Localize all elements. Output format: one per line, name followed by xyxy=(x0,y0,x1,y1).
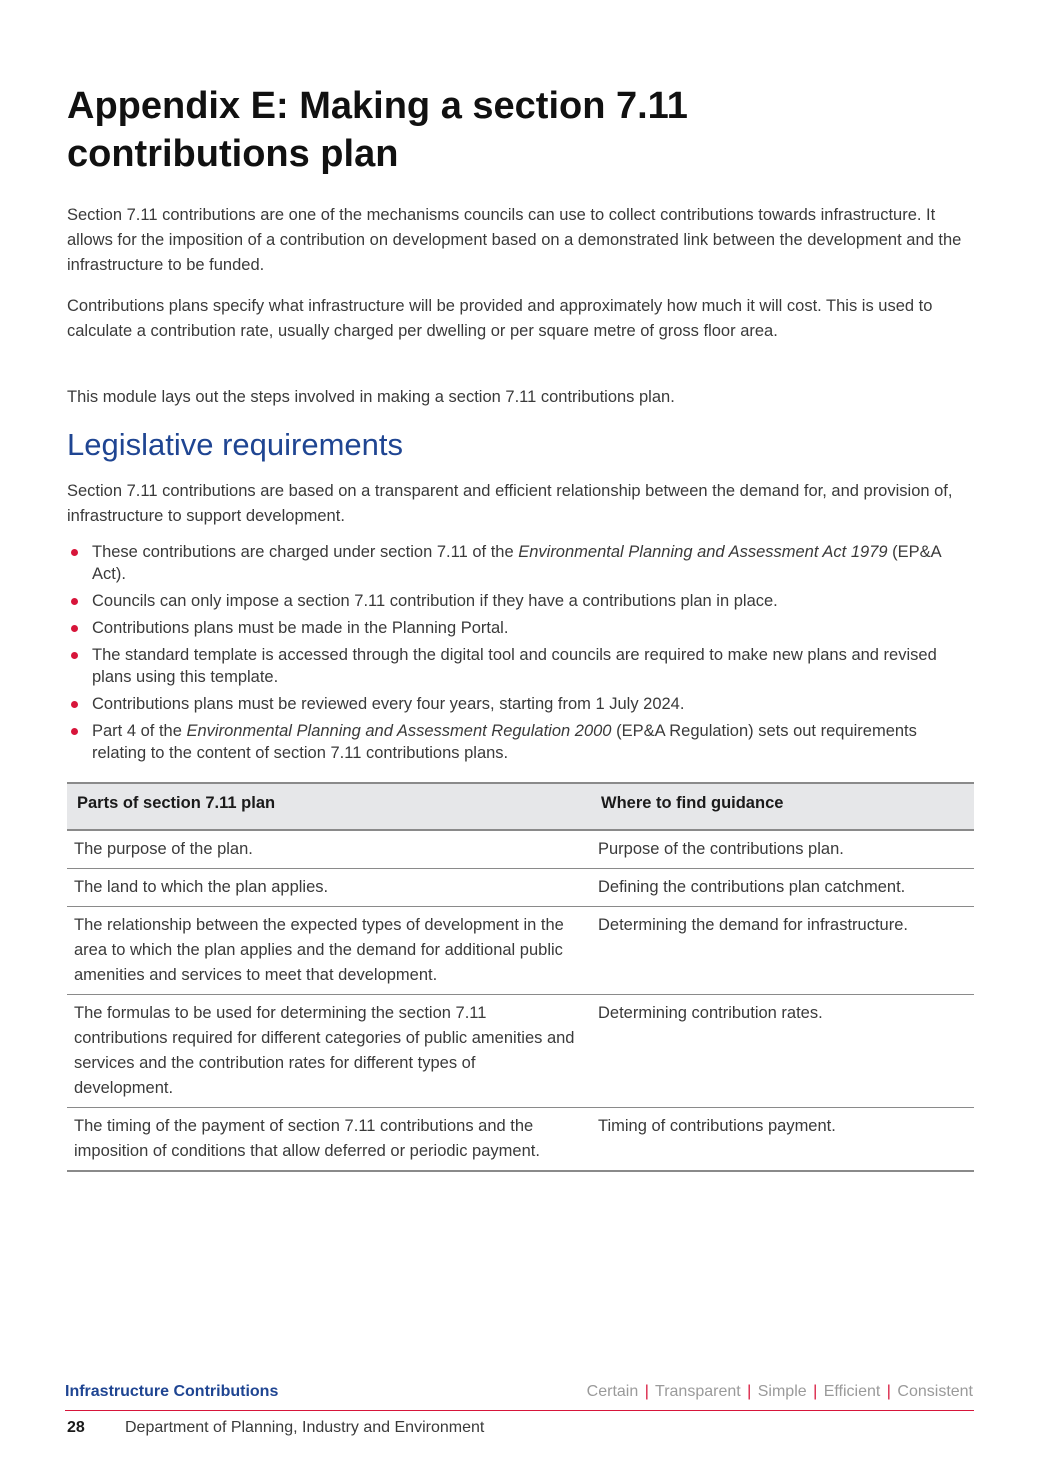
table-cell: The purpose of the plan. xyxy=(67,830,587,869)
value-label: Consistent xyxy=(897,1383,973,1400)
table-cell: Timing of contributions payment. xyxy=(587,1108,974,1172)
list-item: Contributions plans must be made in the Planning Portal. xyxy=(67,617,972,639)
page-title: Appendix E: Making a section 7.11 contributions plan xyxy=(67,85,688,175)
intro-paragraph-2: Contributions plans specify what infrastructure will be provided and approximately how much it will cost. This is used to calculate a contribution rate, usually charged per dwelling or per square metre of gross floor area. xyxy=(67,297,933,340)
table-cell: The land to which the plan applies. xyxy=(67,869,587,907)
bullet-dot-icon xyxy=(71,625,78,632)
bullet-dot-icon xyxy=(71,701,78,708)
table-row xyxy=(67,869,974,907)
value-label: Transparent xyxy=(655,1383,741,1400)
separator: | xyxy=(747,1383,752,1400)
table-row xyxy=(67,907,974,995)
requirements-list xyxy=(67,541,972,769)
table-cell: The formulas to be used for determining the section 7.11 contributions required for different categories of public amenities and services and the contribution rates for different types of development. xyxy=(67,995,587,1108)
list-item: These contributions are charged under section 7.11 of the Environmental Planning and Assessment Act 1979 (EP&A Act). xyxy=(67,541,972,585)
table-row xyxy=(67,830,974,869)
table-cell: Determining the demand for infrastructure. xyxy=(587,907,974,995)
separator: | xyxy=(813,1383,818,1400)
list-item: The standard template is accessed through the digital tool and councils are required to make new plans and revised plans using this template. xyxy=(67,644,972,688)
list-item: Contributions plans must be reviewed every four years, starting from 1 July 2024. xyxy=(67,693,972,715)
footer-brand: Infrastructure Contributions xyxy=(65,1383,279,1400)
list-item: Part 4 of the Environmental Planning and Assessment Regulation 2000 (EP&A Regulation) sets out requirements relating to the content of section 7.11 contributions plans. xyxy=(67,720,972,764)
footer-divider xyxy=(65,1410,974,1411)
table-row xyxy=(67,995,974,1108)
list-item: Councils can only impose a section 7.11 contribution if they have a contributions plan in place. xyxy=(67,590,972,612)
guidance-table xyxy=(67,782,974,1172)
bullet-dot-icon xyxy=(71,728,78,735)
bullet-dot-icon xyxy=(71,549,78,556)
table-cell: Determining contribution rates. xyxy=(587,995,974,1108)
value-label: Certain xyxy=(586,1383,639,1400)
table-cell: Defining the contributions plan catchment. xyxy=(587,869,974,907)
legislative-lead: Section 7.11 contributions are based on a transparent and efficient relationship between the demand for, and provision of, infrastructure to support development. xyxy=(67,482,953,525)
value-label: Efficient xyxy=(823,1383,881,1400)
column-header-parts: Parts of section 7.11 plan xyxy=(67,783,587,830)
footer-values xyxy=(587,1383,973,1401)
table-cell: The relationship between the expected types of development in the area to which the plan applies and the demand for additional public amenities and services to meet that development. xyxy=(67,907,587,995)
table-cell: Purpose of the contributions plan. xyxy=(587,830,974,869)
table-row xyxy=(67,1108,974,1172)
value-label: Simple xyxy=(757,1383,807,1400)
page-number: 28 xyxy=(67,1419,85,1436)
separator: | xyxy=(644,1383,649,1400)
separator: | xyxy=(886,1383,891,1400)
bullet-dot-icon xyxy=(71,652,78,659)
department-name: Department of Planning, Industry and Environment xyxy=(125,1419,485,1436)
intro-paragraph-1: Section 7.11 contributions are one of the mechanisms councils can use to collect contributions towards infrastructure. It allows for the imposition of a contribution on development based on a demonstrated link between the development and the infrastructure to be funded. xyxy=(67,206,962,274)
column-header-guidance: Where to find guidance xyxy=(587,783,974,830)
bullet-dot-icon xyxy=(71,598,78,605)
section-heading: Legislative requirements xyxy=(67,427,404,462)
table-header-row xyxy=(67,783,974,830)
intro-paragraph-3: This module lays out the steps involved in making a section 7.11 contributions plan. xyxy=(67,388,675,406)
table-cell: The timing of the payment of section 7.11 contributions and the imposition of conditions that allow deferred or periodic payment. xyxy=(67,1108,587,1172)
